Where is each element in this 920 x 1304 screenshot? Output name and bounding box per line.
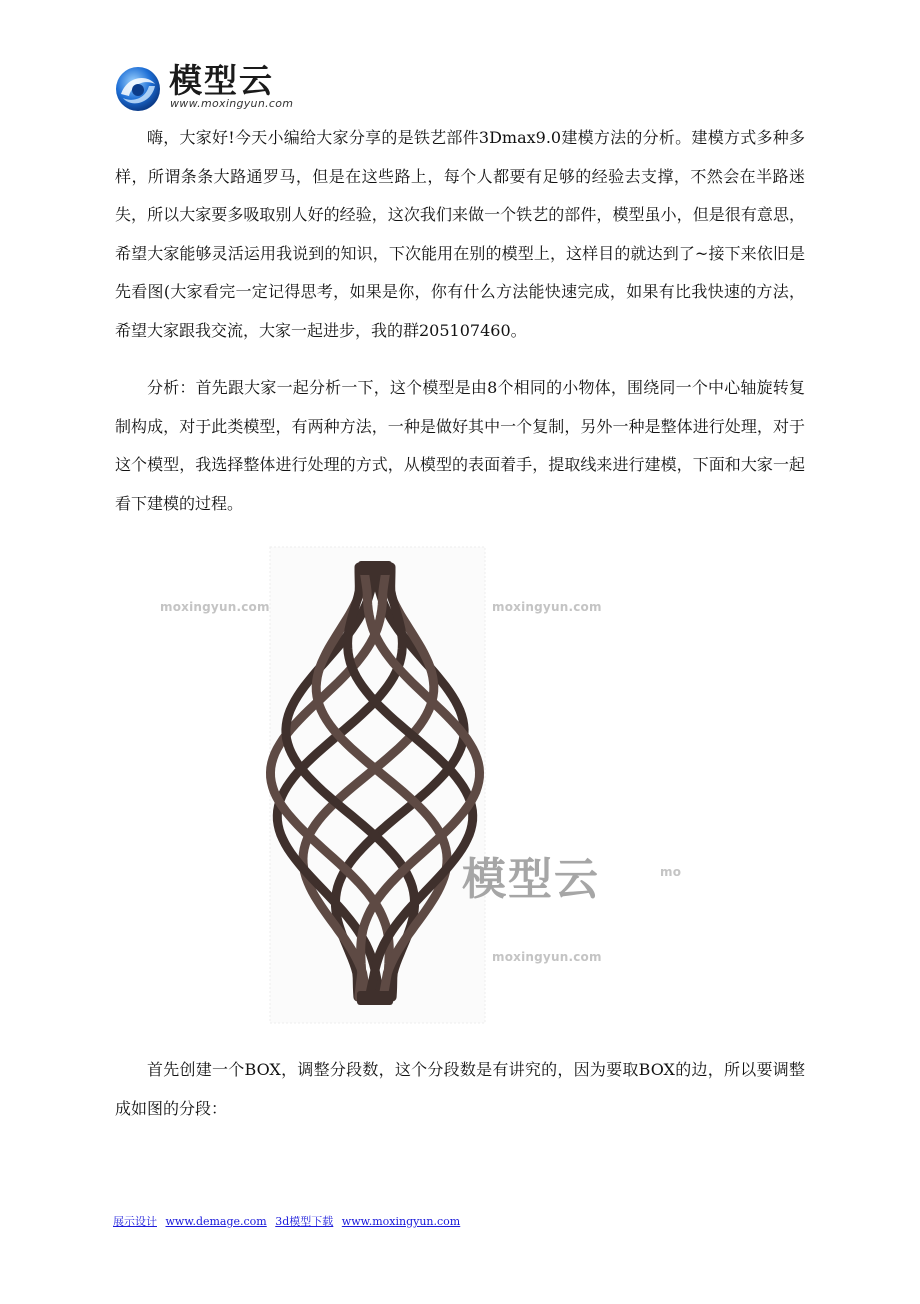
intro-paragraph: 嗨，大家好!今天小编给大家分享的是铁艺部件3Dmax9.0建模方法的分析。建模方式多种多样，所谓条条大路通罗马，但是在这些路上，每个人都要有足够的经验去支撑，不然会在半路迷失，所以大家要多吸取别人好的经验，这次我们来做一个铁艺的部件，模型虽小，但是很有意思，希望大家能够灵活运用我说到的知识，下次能用在别的模型上，这样目的就达到了~接下来依旧是先看图(大家看完一定记得思考，如果是你，你有什么方法能快速完成，如果有比我快速的方法，希望大家跟我交流，大家一起进步，我的群205107460。 — [115, 128, 805, 340]
footer-links — [113, 1213, 465, 1229]
logo-text: 模型云 — [169, 61, 274, 100]
watermark-right: moxingyun.com — [492, 600, 602, 614]
watermark-left: moxingyun.com — [160, 600, 270, 614]
iron-collar — [358, 561, 392, 575]
iron-collar — [357, 991, 393, 1005]
watermark-logo: 模型云 — [462, 854, 600, 905]
watermark-cut: mo — [660, 865, 682, 879]
footer-link-3d-download[interactable]: 3d模型下载 — [275, 1215, 334, 1228]
logo-swirl-icon — [113, 64, 163, 114]
footer-link-moxingyun[interactable]: www.moxingyun.com — [341, 1215, 461, 1228]
footer-link-demage[interactable]: www.demage.com — [165, 1215, 267, 1228]
step-paragraph: 首先创建一个BOX，调整分段数，这个分段数是有讲究的，因为要取BOX的边，所以要调整成如图的分段： — [115, 1060, 805, 1118]
ironwork-figure — [160, 545, 700, 1025]
footer-link-exhibition[interactable]: 展示设计 — [113, 1215, 157, 1228]
watermark-bottom: moxingyun.com — [492, 950, 602, 964]
logo-url: www.moxingyun.com — [170, 97, 294, 110]
site-logo[interactable] — [113, 60, 313, 116]
analysis-paragraph: 分析：首先跟大家一起分析一下，这个模型是由8个相同的小物体，围绕同一个中心轴旋转复制构成，对于此类模型，有两种方法，一种是做好其中一个复制，另外一种是整体进行处理，对于这个模型，我选择整体进行处理的方式，从模型的表面着手，提取线来进行建模，下面和大家一起看下建模的过程。 — [115, 378, 805, 513]
twisted-basket-image — [160, 545, 700, 1025]
